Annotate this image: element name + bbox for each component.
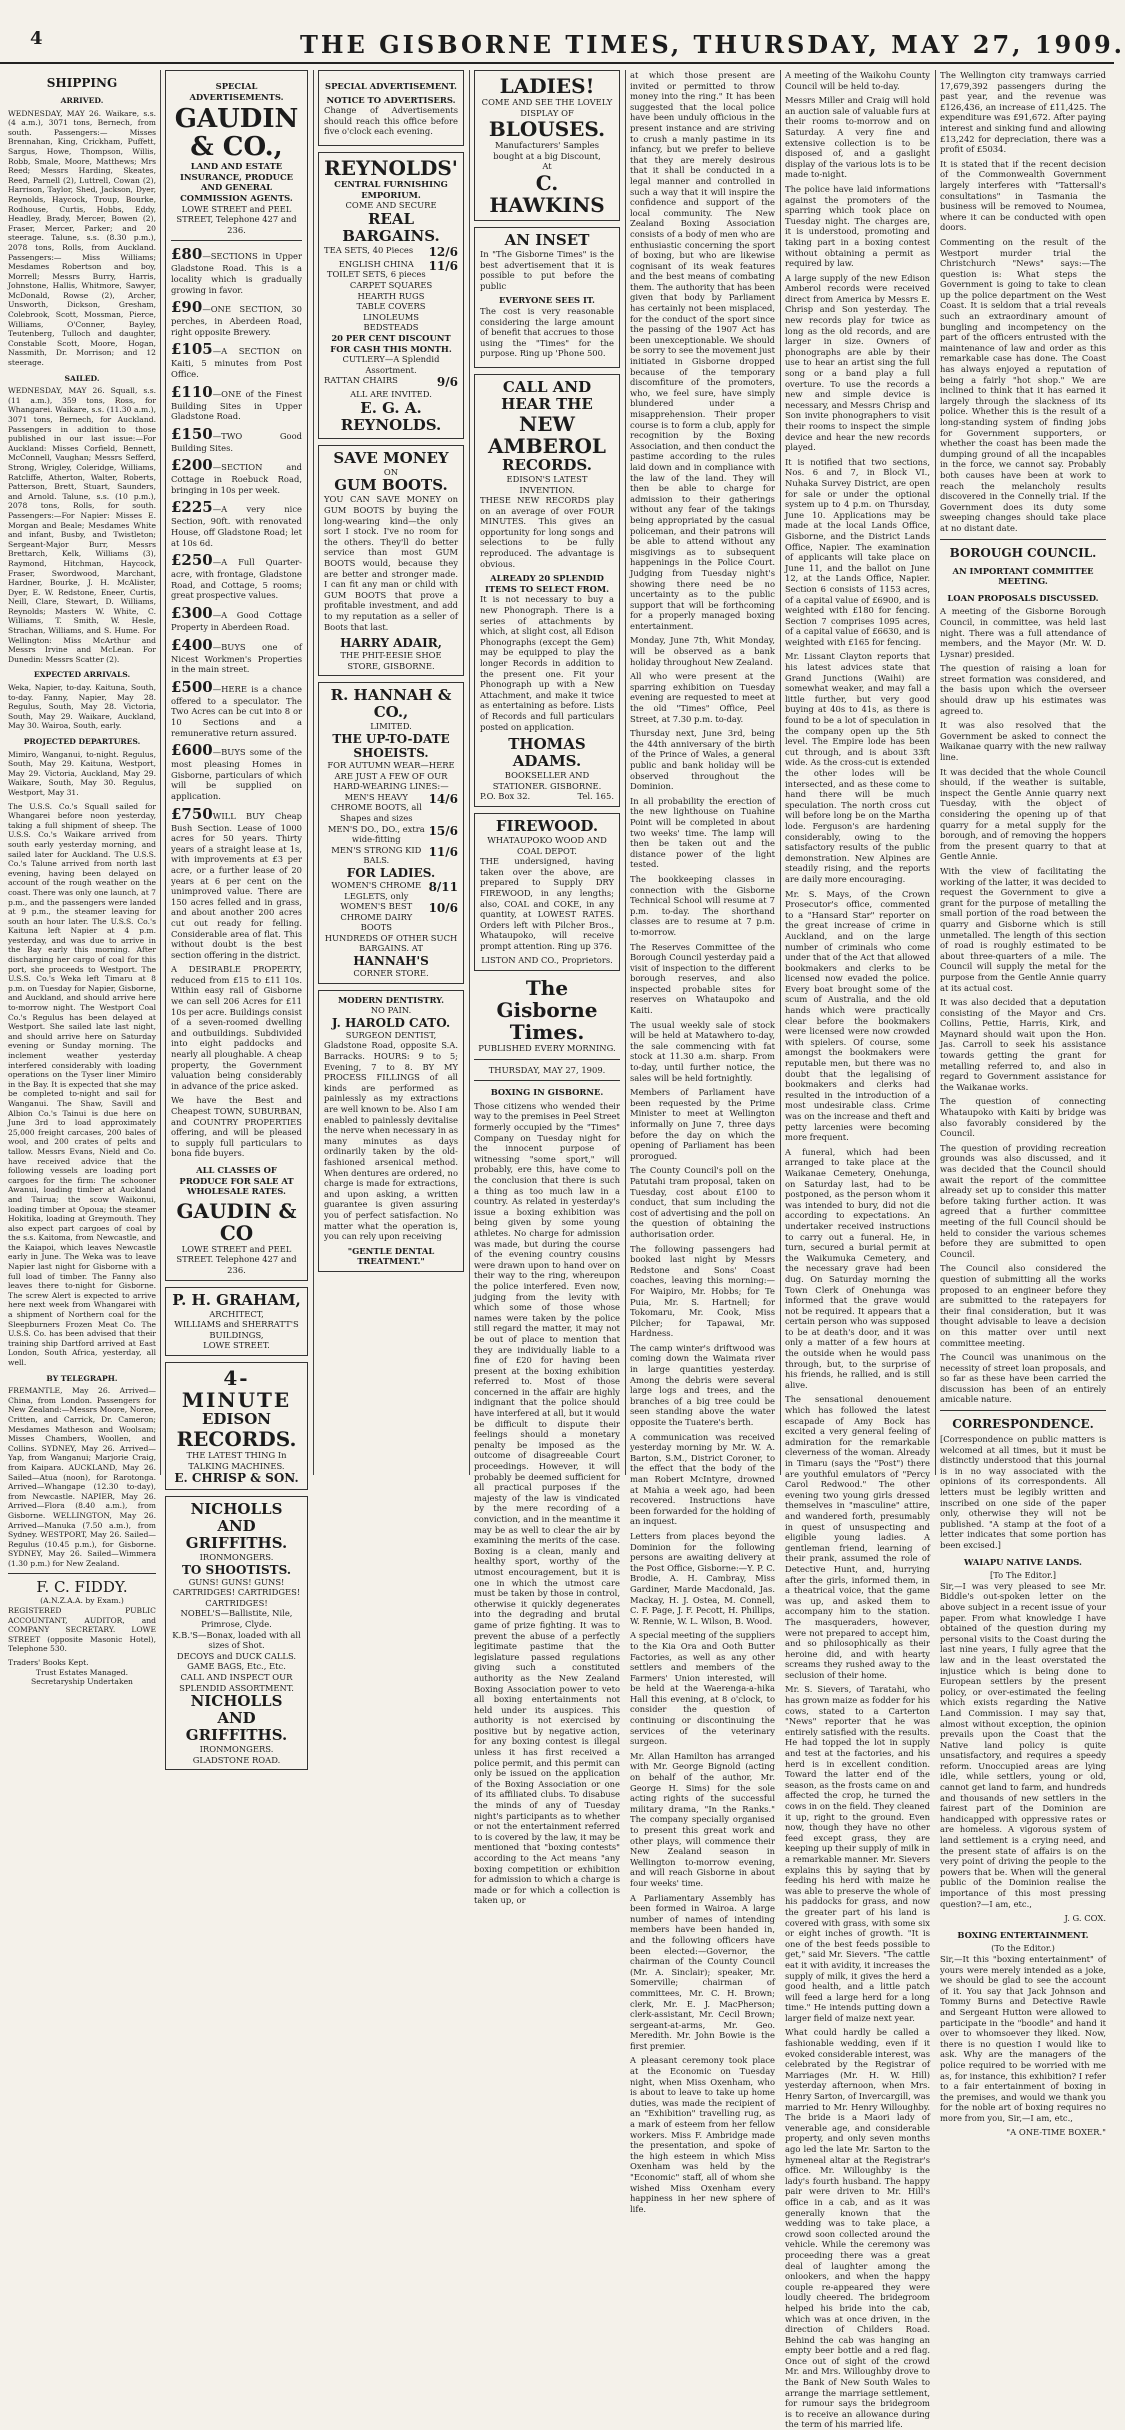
hawkins: C. HAWKINS — [489, 170, 605, 217]
news-item: The bookkeeping classes in connection with the Gisborne Technical School will resume at 7 p.m. to-day. The shorthand classes are to resume at 7 p.m. to-morrow. — [630, 873, 775, 937]
gaudin-name: GAUDIN & CO., — [174, 104, 299, 163]
fiddy-text: REGISTERED PUBLIC ACCOUNTANT, AUDITOR, and COMPANY SECRETARY. LOWE STREET (opposite Masonic Hotel), Telephone 530. — [8, 1606, 156, 1654]
notice-text: Change of Advertisements should reach this office before five o'clock each evening. — [324, 105, 458, 137]
borough-sub: AN IMPORTANT COMMITTEE MEETING. — [952, 565, 1094, 587]
no-pain: NO PAIN. — [370, 1005, 412, 1016]
inset-heading: AN INSET — [504, 230, 590, 249]
listing: £150—TWO Good Building Sites. — [171, 424, 302, 453]
council-item: It was also resolved that the Government be asked to connect the Waikanae quarry with the new railway line. — [940, 720, 1106, 763]
column-editorial — [474, 70, 621, 1906]
graham-line: ARCHITECT, — [209, 1308, 264, 1319]
fiddy-line: Traders' Books Kept. — [8, 1658, 89, 1668]
listing: £80—SECTIONS in Upper Gladstone Road. This is a locality which is gradually growing in favor. — [171, 245, 302, 295]
cartridges: CARTRIDGES! CARTRIDGES! CARTRIDGES! — [172, 1587, 301, 1608]
game-bags: GAME BAGS, Etc., Etc. — [187, 1661, 286, 1672]
firewood: FIREWOOD. — [495, 816, 599, 835]
fiddy-name: F. C. FIDDY. — [36, 1578, 128, 1597]
column-rule — [160, 70, 161, 1475]
shipping-heading: SHIPPING — [46, 76, 118, 90]
column-rule — [625, 70, 626, 1475]
adams-box: P.O. Box 32. — [480, 791, 531, 802]
to-editor: [To The Editor.] — [989, 1570, 1057, 1581]
column-rule — [313, 70, 314, 1475]
shooters-heading: TO SHOOTISTS. — [181, 1562, 292, 1577]
fiddy-sub: (A.N.Z.A.A. by Exam.) — [40, 1596, 124, 1606]
gentle-treatment: "GENTLE DENTAL TREATMENT." — [347, 1245, 435, 1267]
gaudin-address: LOWE STREET and PEEL STREET, Telephone 427 and 236. — [176, 203, 297, 235]
borough-heading: BOROUGH COUNCIL. — [949, 545, 1097, 560]
divider — [8, 1573, 156, 1574]
news-item: Messrs Miller and Craig will hold an auction sale of valuable furs at their rooms to-morrow and on Saturday. A very fine and extensive collection is to be disposed of, and a gaslight display of the various lots is to be made to-night. — [785, 95, 930, 180]
special-heading: SPECIAL ADVERTISEMENTS. — [189, 81, 284, 102]
call-hear: CALL AND HEAR THE — [501, 377, 593, 413]
column-shipping — [8, 70, 156, 1687]
council-item: It was decided that the whole Council should, if the weather is suitable, inspect the Gentle Annie quarry next Tuesday, with the object of considering the opening up of that quarry for a metal supply for the borough, and of removing the hoppers from the present quarry to that at Gentle Annie. — [940, 766, 1106, 862]
discount: 20 PER CENT DISCOUNT FOR CASH THIS MONTH. — [330, 332, 452, 354]
news-item: Members of Parliament have been requested by the Prime Minister to meet at Wellington informally on June 7, three days before the day on which the opening of Parliament has been prorogued. — [630, 1087, 775, 1161]
column-reynolds — [318, 70, 464, 1475]
listing: £110—ONE of the Finest Building Sites in Upper Gladstone Road. — [171, 382, 302, 422]
price-row: MEN'S DO., DO., extra wide-fitting 15/6 — [327, 823, 458, 845]
gum-boots: GUM BOOTS. — [334, 476, 448, 495]
adams-name: THOMAS ADAMS. — [508, 735, 586, 771]
expected-text: Weka, Napier, to-day. Kaituna, South, to-day. Fanny, Napier, May 28. Regulus, South, May 28. Victoria, South, May 29. Waikare, Auckland, May 30. Wairoa, South, early. — [8, 683, 156, 731]
expected-heading: EXPECTED ARRIVALS. — [33, 670, 131, 680]
cato-text: Gladstone Road, opposite S.A. Barracks. HOURS: 9 to 5; Evening, 7 to 8. BY MY PROCESS FILLINGS of all kinds are performed as painlessly as my extractions are well known to be. Also I am enabled to painlessly devitalise the nerve when necessary in as many minutes as days ordinarily taken by the old-fashioned arsenical method. When dentures are ordered, no charge is made for extractions, and upon asking, a written guarantee is given assuring you of perfect satisfaction. No matter what the operation is, you can rely upon receiving — [324, 1040, 458, 1242]
council-item: The question of connecting Whataupoko with Kaiti by bridge was also favorably considered by the Council. — [940, 1096, 1106, 1139]
council-item: With the view of facilitating the working of the latter, it was decided to request the Government to give a grant for the purpose of metalling the small portion of the road between the quarry and Gisborne which is still unmetalled. The length of this section of road is roughly estimated to be about three-quarters of a mile. The Council will supply the metal for the purpose from the Gentle Annie quarry at its actual cost. — [940, 865, 1106, 993]
published: PUBLISHED EVERY MORNING. — [478, 1043, 616, 1054]
news-item: All who were present at the sparring exhibition on Tuesday evening are requested to meet at the old "Times" Office, Peel Street, at 7.30 p.m. to-day. — [630, 671, 775, 724]
shipping-news: The U.S.S. Co.'s Squall sailed for Whangarei before noon yesterday, taking a full shipment of sheep. The U.S.S. Co.'s Waikare arrived from south early yesterday morning, and sailed later for Auckland. The U.S.S. Co.'s Talune arrived from north last evening, having been delayed on account of the rough weather on the coast. There was only one launch, at 7 p.m., and the passengers were landed at 9 p.m., the steamer leaving for south an hour later. The U.S.S. Co.'s Kaituna left Napier at 4 p.m. yesterday, and was due to arrive in the Bay early this morning. After discharging her cargo of coal for this port, she proceeds to Westport. The U.S.S. Co.'s Weka left Timaru at 8 p.m. on Tuesday for Napier, Gisborne, and Auckland, and should arrive here to-morrow night. The Westport Coal Co.'s Regulus has been delayed at Westport. She sailed late last night, and should arrive here on Saturday evening or Sunday morning. The inclement weather yesterday interfered considerably with loading operations on the Tyser liner Mimiro in the Bay. It is expected that she may be completed to-night and sail for Wanganui. The Shaw, Savill and Albion Co.'s Tainui is due here on June 3rd to load approximately 25,000 freight carcases, 200 bales of wool, and 200 crates of pelts and tallow. Messrs Evans, Nield and Co. have received advice that the following vessels are loading port cargoes for the firm: The schooner Awanui, loading timber at Auckland and Tairua; the scow Waikonui, loading timber at Opoua; the steamer Hokitika, loading at Greymouth. They also expect part cargoes of coal by the s.s. Kaitoma, from Newcastle, and the Kaiapoi, which leaves Newcastle early in June. The Weka was to leave Napier last night for Gisborne with a full load of timber. The Fanny also leaves there to-night for Gisborne. The screw Alert is expected to arrive here next week from Whangarei with a shipment of Northern coal for the Sleepburners Frozen Meat Co. The U.S.S. Co. has been advised that their training ship Dartford arrived at East London, South Africa, yesterday, all well. — [8, 801, 156, 1367]
council-item: The Council also considered the question of submitting all the works proposed to an engineer before they are submitted to the ratepayers for their final consideration, but it was thought advisable to leave a decision on this matter over until next committee meeting. — [940, 1263, 1106, 1348]
news-item: The following passengers had booked last night by Messrs Redstone and Sons' Coast coaches, leaving this morning:— For Waipiro, Mr. Hobbs; for Te Puia, Mr. S. Hartnell; for Tokomaru, Mr. Cook, Miss Pilcher; for Tapawai, Mr. Hardness. — [630, 1243, 775, 1339]
news-item: It is notified that two sections, Nos. 6 and 7, in Block VI., Nuhaka Survey District, are open for sale or under the optional system up to 4 p.m. on Thursday, June 10. Applications may be made at the local Lands Office, Gisborne, and the District Lands Office, Napier. The examination of applicants will take place on June 11, and the ballot on June 12, at the Lands Office, Napier. Section 6 consists of 1153 acres, of a capital value of £6900, and is weighted with £180 for fencing. Section 7 comprises 1095 acres, of a capital value of £6630, and is weighted with £165 for fencing. — [785, 456, 930, 647]
ironmongers: IRONMONGERS. — [199, 1552, 274, 1563]
masthead — [0, 0, 1125, 64]
hannah-name: R. HANNAH & CO., — [330, 686, 452, 722]
emporium: CENTRAL FURNISHING EMPORIUM. — [334, 178, 448, 200]
corner-store: CORNER STORE. — [353, 968, 429, 979]
listing: £750WILL BUY Cheap Bush Section. Lease of 1000 acres for 50 years. Thirty years of a straight lease at 1s, with improvements at £3 per acre, or a further lease of 20 years at 6 per cent on the unimproved value. There are 150 acres felled and in grass, and about another 200 acres cut out ready for felling. Considerable area of flat. This without doubt is the best section offering in the district. — [171, 804, 302, 960]
council-item: A meeting of the Gisborne Borough Council, in committee, was held last night. There was a full attendance of members, and the Mayor (Mr. W. D. Lysnar) presided. — [940, 606, 1106, 659]
news-item: Letters from places beyond the Dominion for the following persons are awaiting delivery at the Post Office, Gisborne:—Y. P. C. Brodie, A. H. Cambray, Miss Gardiner, Marde Macdonald, Jas. Mackay, H. J. Ostea, M. Connell, C. F. Page, J. F. Pecott, H. Phillips, W. Rennie, W. L. Wilson, B. Wood. — [630, 1530, 775, 1626]
fiddy-line: Secretaryship Undertaken — [31, 1677, 133, 1687]
departures-text: Mimiro, Wanganui, to-night. Regulus, South, May 29. Kaituna, Westport, May 29. Victoria, Auckland, May 29. Waikare, South, May 30. Regulus, Westport, May 31. — [8, 749, 156, 797]
limited: LIMITED. — [370, 721, 412, 732]
listing: £105—A SECTION on Kaiti, 5 minutes from Post Office. — [171, 340, 302, 379]
listing: £250—A Full Quarter-acre, with frontage, Gladstone Road, and Cottage, 5 rooms; great prospective values. — [171, 551, 302, 601]
for-ladies: FOR LADIES. — [346, 865, 436, 880]
call-inspect: CALL AND INSPECT OUR SPLENDID ASSORTMENT. — [179, 1672, 294, 1693]
news-item: A funeral, which had been arranged to take place at the Waikanae Cemetery, Onehunga, on Saturday last, had to be postponed, as the person whom it was intended to bury, did not die according to expectations. An undertaker received instructions to carry out a funeral. He, in turn, secured a burial permit at the Waikumuka Cemetery, and the necessary grave had been dug. On Saturday morning the Town Clerk of Onehunga was informed that the grave would not be required. It appears that a certain person who was supposed to be at death's door, and it was only a matter of a few hours at the outside when he would pass through, but, to the surprise of his friends, he rallied, and is still alive. — [785, 1146, 930, 1390]
news-item: The County Council's poll on the Patutahi tram proposal, taken on Tuesday, cost about £100 to conduct, that sum including the cost of advertising and the poll on the question of obtaining the authorisation order. — [630, 1165, 775, 1239]
nicholls-name: NICHOLLS AND GRIFFITHS. — [185, 1500, 288, 1553]
news-item: A special meeting of the suppliers to the Kia Ora and Ooth Butter Factories, as well as any other settlers and members of the Farmers' Union interested, will be held at the Waerenga-a-hika Hall this evening, at 8 o'clock, to consider the question of continuing or discontinuing the services of the veterinary surgeon. — [630, 1630, 775, 1747]
loan-heading: LOAN PROPOSALS DISCUSSED. — [947, 592, 1099, 603]
whataupoko: WHATAUPOKO WOOD AND COAL DEPOT. — [487, 834, 607, 856]
arrived-text: WEDNESDAY, MAY 26. Waikare, s.s. (4 a.m.), 3071 tons, Bernech, from south. Passengers:— Misses Brennahan, King, Crickham, Puffett, Sargus, Howe, Thompson, Willis, Robb, Smale, Moore, Matthews; Mrs Reed; Messrs Harding, Skeates, Reed, Parnell (2), Luttrell, Cowan (2), Harrison, Taylor, Shed, Jackson, Dyer, Reynolds, Haycock, Troup, Bourke, Rodhouse, Curtis, Hobbs, Eddy, Headley, Brady, Mercer, Bowen (2), Fraser, Mercer, Parker; and 20 steerage. Talune, s.s. (8.30 p.m.), 2078 tons, Rolls, from Auckland. Passengers:— Miss Williams; Mesdames Robertson and boy, Morrell; Messrs Burry, Harris, Johnstone, Hallis, Whitmore, Sawyer, McDonald, Rowse (2), Archer, Unsworth, Dickson, Gresham, Colebrook, Scott, Mossman, Pierce, Williams, O'Conner, Bayley, Teutenberg, Tulloch and daughter, Constable Scott, Moore, Hogan, Nassmith, Dr. Morrison; and 12 steerage. — [8, 108, 156, 368]
cato-sub: SURGEON DENTIST, — [345, 1029, 437, 1040]
news-item: A communication was received yesterday morning by Mr. W. A. Barton, S.M., District Coroner, to the effect that the body of the man Robert McIntyre, drowned at Mahia a week ago, had been recovered. Instructions have been forwarded for the holding of an inquest. — [630, 1431, 775, 1527]
listing: £600—BUYS some of the most pleasing Homes in Gisborne, particulars of which will be supplied on application. — [171, 741, 302, 801]
reynolds-name: REYNOLDS' — [324, 155, 458, 180]
news-item: Thursday next, June 3rd, being the 44th anniversary of the birth of the Prince of Wales, a general public and bank holiday will be observed throughout the Dominion. — [630, 728, 775, 792]
gaudin-address-2: LOWE STREET and PEEL STREET. Telephone 427 and 236. — [176, 1243, 297, 1275]
gaudin-name-2: GAUDIN & CO — [176, 1198, 297, 1245]
arrived-heading: ARRIVED. — [60, 96, 104, 105]
price-row: MEN'S STRONG KID BALS. 11/6 — [331, 844, 458, 866]
council-item: The Council was unanimous on the necessity of street loan proposals, and so far as these have been carried the discussion has been of an entirely amicable nature. — [940, 1352, 1106, 1405]
chrisp-name: E. CHRISP & SON. — [174, 1471, 299, 1486]
harry-sub: THE PHIT-EESIE SHOE STORE, GISBORNE. — [340, 650, 442, 671]
news-item: Commenting on the result of the Westport murder trial the Christchurch "News" says:—The question is: What steps the Government is going to take to clean up the police department on the West Coast. It is seldom that a trial reveals such an extraordinary amount of bungling and incompetency on the part of the officers entrusted with the maintenance of law and order as this remarkable case has done. The Coast has always enjoyed a reputation of being a fairly "hot shop." We are inclined to think that it has earned it largely through the slackness of its police. Whether this is the result of a long-standing system of finding jobs for Government supporters, or whether the coast has been made the dumping ground of all the incapables in the force, we cannot say. Probably both causes have been at work to reach the melancholy results discovered in the Connelly trial. If the Government does its duty some sweeping changes should take place at no distant date. — [940, 236, 1106, 533]
harry-adair: HARRY ADAIR, — [340, 636, 442, 651]
news-item: The camp winter's driftwood was coming down the Waimata river in large quantities yesterday. Among the debris were several large logs and trees, and the branches of a big tree could be seen standing above the water opposite the Tuatere's berth. — [630, 1342, 775, 1428]
sailed-heading: SAILED. — [64, 373, 100, 383]
item-row: LINOLEUMS — [362, 311, 420, 322]
nec-text: It is not necessary to buy a new Phonograph. There is a series of attachments by which, at slight cost, all Edison Phonographs (except the Gem) may be equipped to play the longer Records in addition to the present one. Fit your Phonograph up with a New Attachment, and make it twice as entertaining as before. Lists of Records and full particulars posted on application. — [480, 594, 614, 732]
cost-text: The cost is very reasonable considering the large amount of benefit that accrues to those using the "Times" for the purpose. Ring up 'Phone 500. — [480, 305, 614, 359]
guns: GUNS! GUNS! GUNS! — [188, 1576, 285, 1587]
autumn: FOR AUTUMN WEAR—HERE ARE JUST A FEW OF OUR HARD-WEARING LINES:— — [327, 759, 455, 792]
ironmongers-2: IRONMONGERS. — [199, 1744, 274, 1755]
news-item: The usual weekly sale of stock will be held at Matawhero to-day, the sale commencing with fat stock at 11.30 a.m. sharp. From to-day, until further notice, the sales will be held fortnightly. — [630, 1019, 775, 1083]
date-line: THURSDAY, MAY 27, 1909. — [488, 1064, 606, 1075]
correspondence-heading: CORRESPONDENCE. — [952, 1417, 1094, 1432]
to-editor-2: (To the Editor.) — [991, 1943, 1055, 1954]
news-item: A large supply of the new Edison Amberol records were received direct from America by Messrs E. Chrisp and Son yesterday. The new records play for twice as long as the old records, and are larger in size. Owners of phonographs are able by their use to hear an artist sing the full song or a band play a full overture. To use the records a new and simple device is necessary, and Messrs Chrisp and Son invite phonographers to visit their rooms to inspect the simple device and hear the new records played. — [785, 272, 930, 453]
edison-line-3: RECORDS. — [176, 1426, 297, 1451]
graham-line: BUILDINGS, — [209, 1329, 264, 1340]
item-row: BEDSTEADS — [363, 322, 419, 333]
real-bargains: REAL BARGAINS. — [342, 209, 440, 245]
notice-heading: NOTICE TO ADVERTISERS. — [326, 94, 456, 105]
hundreds: HUNDREDS OF OTHER SUCH BARGAINS. AT — [324, 932, 458, 954]
adams-sub: BOOKSELLER AND STATIONER. GISBORNE. — [492, 770, 602, 791]
on: ON — [383, 466, 399, 477]
item-row: CARPET SQUARES — [349, 279, 433, 290]
liston: LISTON AND CO., Proprietors. — [481, 955, 613, 966]
boxing-heading: BOXING IN GISBORNE. — [490, 1087, 604, 1098]
column-rule — [469, 70, 470, 1475]
boxing-text: Those citizens who wended their way to the premises in Peel Street formerly occupied by the "Times" Company on Tuesday night for the innocent purpose of witnessing "some sport," will probably, ere this, have come to the conclusion that there is such a thing as too much law in a country. As related in yesterday's issue a boxing exhibition was being given by some young athletes. No charge for admission was made, but during the course of the evening country cousins were drawn upon to hand over on their way to the ring, whereupon the police interfered. Even now, judging from the levity with which some of those whose names were taken by the police still regard the matter, it may not be out of place to mention that they are individually liable to a fine of £20 for having been present at the boxing exhibition referred to. Most of those concerned in the affair are highly indignant that the police should have interfered at all, but it would be difficult to dispute their feelings should a monetary penalty be imposed as the outcome of disagreeable Court proceedings. However, it will probably be deemed sufficient for all practical purposes if the majesty of the law is vindicated by the mere recording of a conviction, and in the meantime it may be as well to clear the air by examining the merits of the case. Boxing is a clean, manly and healthy sport, worthy of the utmost encouragement, but it is one in which the utmost care must be taken by those in control, otherwise it quickly degenerates into the degrading and brutal game of prize fighting. It was to prevent the abuse of a perfectly legitimate pastime that the legislature passed regulations giving such a constituted authority as the New Zealand Boxing Association power to veto all boxing entertainments not held under its auspices. This authority is not exercised by positive but by negative action, for any boxing contest is illegal unless it has first received a police permit, and this permit can only be issued on the application of the Boxing Association or one of its affiliated clubs. To disabuse the minds of any of Tuesday night's participants as to whether or not the entertainment referred to is covered by the law, it may be mentioned that "boxing contests" according to the Act means "any boxing competition or exhibition for admission to which a charge is made or for which a collection is taken up, or — [474, 1100, 621, 1906]
waiapu-sign: J. G. COX. — [1064, 1913, 1106, 1924]
column-rule — [935, 70, 936, 1475]
page-number: 4 — [30, 28, 43, 49]
item-row: HEARTH RUGS — [357, 290, 425, 301]
we-have: We have the Best and Cheapest TOWN, SUBURBAN, and COUNTRY PROPERTIES offering, and will be pleased to supply full particulars to bona fide buyers. — [171, 1095, 302, 1159]
price-row: WOMEN'S BEST CHROME DAIRY BOOTS 10/6 — [340, 901, 458, 933]
at: At — [542, 161, 552, 172]
price-row: WOMEN'S CHROME LEGLETS, only 8/11 — [331, 879, 458, 901]
column-rule — [780, 70, 781, 1475]
invited: ALL ARE INVITED. — [350, 389, 432, 400]
column-news — [630, 70, 776, 2214]
egar-name: E. G. A. REYNOLDS. — [340, 398, 442, 434]
new: NEW — [519, 411, 575, 436]
news-item: Mr. S. Mays, of the Crown Prosecutor's office, commented to a "Hansard Star" reporter on the great increase of crime in Auckland, and on the large number of criminals who come under that of the Act that allowed bookmakers and clerks to be licensed now evaded the police. Every boat brought some of the scum of Australia, and the old hands which were practically clear before the bookmakers were licensed were now crowded with spielers. Of course, some amongst the bookmakers were reputable men, but there was no doubt that the legalising of bookmakers and clerks had resulted in the introduction of a most undesirable class. Crime was on the increase and theft and petty larcenies were becoming more frequent. — [785, 888, 930, 1143]
item-row: TABLE COVERS — [356, 301, 426, 312]
departures-heading: PROJECTED DEPARTURES. — [23, 737, 141, 746]
council-item: The question of raising a loan for street formation was considered, and the basis upon which the overseer should draw up his estimates was agreed to. — [940, 663, 1106, 716]
graham-name: P. H. GRAHAM, — [172, 1290, 301, 1309]
news-item: A pleasant ceremony took place at the Economic on Tuesday night, when Miss Oxenham, who is about to leave to take up home duties, was made the recipient of an "Exhibition" travelling rug, as a mark of esteem from her fellow workers. Miss F. Ambridge made the presentation, and spoke of the high esteem in which Miss Oxenham was held by the "Economic" staff, all of whom she wished Miss Oxenham every happiness in her new sphere of life. — [630, 2055, 775, 2214]
kbs: K.B.'S—Bonax, loaded with all sizes of Shot. — [172, 1629, 301, 1651]
listing: £400—BUYS one of Nicest Workmen's Properties in the main street. — [171, 635, 302, 675]
item-row: TEA SETS, 40 Pieces 12/6 — [324, 244, 458, 259]
column-gaudin — [165, 70, 308, 1765]
council-item: It was also decided that a deputation consisting of the Mayor and Crs. Collins, Pettie, Harris, Kirk, and Maynard should wait upon the Hon. Jas. Carroll to seek his assistance towards getting the grant for metalling referred to, and also in regard to Government assistance for the Waikanae works. — [940, 997, 1106, 1092]
news-item: The police have laid informations against the promoters of the sparring which took place on Tuesday night. The charges are, it is understood, promoting and taking part in a boxing contest without obtaining a permit as required by law. — [785, 183, 930, 269]
adams-tel: Tel. 165. — [577, 791, 614, 802]
boxing-sign: "A ONE-TIME BOXER." — [1006, 2127, 1106, 2138]
column-council — [940, 70, 1106, 2138]
amberol: AMBEROL — [488, 433, 606, 458]
telegraph-heading: BY TELEGRAPH. — [46, 1373, 118, 1383]
news-item: Mr. Lissant Clayton reports that his latest advices state that Grand Junctions (Waihi) are somewhat weaker, and may fall a little further, but very good buying at 40s to 41s, as there is found to be a lot of speculation in the company open up the 5th level. The Empire lode has been cut through, and is about 33ft wide. As the cross-cut is extended the other lodes will be intersected, and as these come to hand there will be much speculation. The north cross cut will before long be on the Martha lode. Ferguson's are hardening considerably, owing to the satisfactory results of the public demonstration. New Alpines are steadily rising, and the reports are daily more encouraging. — [785, 651, 930, 884]
edison-line-1: 4-MINUTE — [181, 1365, 292, 1412]
decoys: DECOYS and DUCK CALLS. — [176, 1650, 297, 1661]
graham-line: LOWE STREET. — [203, 1340, 270, 1351]
council-item: The question of providing recreation grounds was also discussed, and it was decided that the Council should await the report of the committee already set up to consider this matter before taking further action. It was agreed that a further committee meeting of the full Council should be held to consider the various schemes before they are submitted to open Council. — [940, 1142, 1106, 1259]
listing: £500—HERE is a chance offered to a speculator. The Two Acres can be cut into 8 or 10 Sections and a remunerative return assured. — [171, 677, 302, 738]
hannahs: HANNAH'S — [353, 954, 429, 969]
gum-text: YOU CAN SAVE MONEY on GUM BOOTS by buying the long-wearing kind—the only sort I stock. I've no room for the others. They'll do better service than most GUM BOOTS would, because they are better and stronger made. I can fit any man or child with GUM BOOTS that prove a profitable investment, and add to my reputation as a seller of Boots that last. — [324, 494, 458, 632]
special-heading: SPECIAL ADVERTISEMENT. — [325, 81, 457, 91]
nobel: NOBEL'S—Ballistite, Nile, Primrose, Clyde. — [180, 1608, 293, 1630]
news-item: In all probability the erection of the new lighthouse on Tuahine Point will be completed in about two weeks' time. The lamp will then be taken out and the distance power of the light tested. — [630, 795, 775, 870]
listing: £225—A very nice Section, 90ft. with renovated House, off Gladstone Road; let at 10s 6d. — [171, 498, 302, 548]
edison-line-4: THE LATEST THING In TALKING MACHINES. — [186, 1449, 287, 1471]
come-secure: COME AND SECURE — [345, 200, 437, 211]
boxing-letter: Sir,—It this "boxing entertainment" of yours were merely intended as a joke, we should be glad to see the account of it. You say that Jack Johnson and Tommy Burns and Detective Rawle and Sergeant Hutton were allowed to participate in the "boodle" and hand it over to whomsoever they liked. Now, there is no question I would like to ask. Why are the managers of the police required to be worried with me as, for instance, this exhibition? I refer to a fair entertainment of boxing in the premises, and would we thank you for the noble art of boxing requires no more from you, Sir,—I am, etc., — [940, 1953, 1106, 2123]
gladstone-road: GLADSTONE ROAD. — [192, 1754, 281, 1765]
firewood-text: THE undersigned, having taken over the above, are prepared to Supply DRY FIREWOOD, in any lengths; also, COAL and COKE, in any quantity, at LOWEST RATES. Orders left with Pilcher Bros., Whataupoko, will receive prompt attention. Ring up 376. — [480, 856, 614, 951]
cutlery: CUTLERY—A Splendid Assortment. — [342, 354, 440, 375]
times-title: The Gisborne Times. — [496, 976, 598, 1045]
news-item: The Reserves Committee of the Borough Council yesterday paid a visit of inspection to the different borough reserves, and also inspected probable sites for reserves on Whataupoko and Kaiti. — [630, 941, 775, 1016]
edison-line-2: EDISON — [201, 1409, 272, 1428]
news-item: It is stated that if the recent decision of the Commonwealth Government largely interferes with "Tattersall's consultations" in Tasmania the business will be removed to Noumea, where it can be conducted with open doors. — [940, 158, 1106, 233]
these-text: THESE NEW RECORDS play on an average of over FOUR MINUTES. This gives an opportunity for long songs and selections to be fully reproduced. The advantage is obvious. — [480, 495, 614, 569]
dentistry: MODERN DENTISTRY. — [338, 994, 444, 1005]
everyone: EVERYONE SEES IT. — [499, 295, 595, 306]
inset-text: In "The Gisborne Times" is the best advertisement that it is possible to put before the public — [480, 248, 614, 291]
price-row: MEN'S HEAVY CHROME BOOTS, all Shapes and sizes 14/6 — [330, 791, 458, 823]
waiapu-heading: WAIAPU NATIVE LANDS. — [964, 1556, 1082, 1567]
news-item: Mr. Allan Hamilton has arranged with Mr. George Bignold (acting on behalf of the author, Mr. George H. Sims) for the sole acting rights of the successful military drama, "In the Ranks." The company specially organised to present this great work and other plays, will commence their New Zealand season in Wellington to-morrow evening, and will reach Gisborne in about four weeks' time. — [630, 1750, 775, 1888]
boxing-continued: at which those present are invited or permitted to throw money into the ring." It has been suggested that the local police have been unduly officious in the present instance and are striving to crush a manly pastime in its infancy, but we prefer to believe that they are merely desirous that it shall be conducted in a legal manner and controlled in such a way that it will inspire the confidence and support of the local community. The New Zealand Boxing Association consists of a body of men who are enthusiastic concerning the sport of boxing, but who are likewise cognisant of its weak features and the best means of combating them. The authority that has been given that body by Parliament has certainly not been misplaced, for the conduct of the sport since the passing of the 1907 Act has been unexceptionable. We should be sorry to see the movement just initiated in Gisborne dropped because of the temporary discomfiture of the promoters, who, we feel sure, have simply blundered under a misapprehension. Their proper course is to form a club, apply for recognition by the Boxing Association, and then conduct the pastime according to the rules laid down and in compliance with the law of the land. They will then be able to charge for admission to their gatherings without any fear of the takings being appropriated by the casual policeman, and their patrons will be able to attend without any misgivings as to subsequent happenings in the Police Court. Judging from Tuesday night's showing there need be no uncertainty as to the public support that will be forthcoming for a properly managed boxing entertainment. — [630, 70, 776, 631]
news-item: What could hardly be called a fashionable wedding, even if it evoked considerable interest, was celebrated by the Registrar of Marriages (Mr. H. W. Hill) yesterday afternoon, when Mrs. Henry Sarton, of Invercargill, was married to Mr. Henry Willoughby. The bride is a Maori lady of venerable age, and considerable property, and only seven months ago led the late Mr. Sarton to the hymeneal altar at the Registrar's office. Mr. Willoughby is the lady's fourth husband. The happy pair were driven to Mr. Hill's office in a cab, and as it was generally known that the wedding was to take place, a crowd soon collected around the vehicle. While the ceremony was proceeding there was a great deal of laughter among the onlookers, and when the happy couple re-appeared they were loudly cheered. The bridegroom helped his bride into the cab, which was at once driven, in the direction of Childers Road. Behind the cab was hanging an empty beer bottle and a red flag. Once out of sight of the crowd Mr. and Mrs. Willoughby drove to the Bank of New South Wales to arrange the marriage settlement, for rumour says the bridegroom is to receive an allowance during the term of his married life. — [785, 2027, 930, 2430]
listing: £200—SECTION and Cottage in Roebuck Road, bringing in 10s per week. — [171, 456, 302, 495]
graham-line: WILLIAMS and SHERRATT'S — [174, 1319, 299, 1330]
nicholls-name-2: NICHOLLS AND GRIFFITHS. — [185, 1692, 288, 1745]
correspondence-note: [Correspondence on public matters is welcomed at all times, but it must be distinctly understood that this journal is in no way associated with the opinions of its correspondents. All letters must be legibly written and inscribed on one side of the paper only, otherwise they will not be published. "A stamp at the foot of a letter indicates that some portion has been excised.] — [940, 1434, 1106, 1550]
page-title: THE GISBORNE TIMES, THURSDAY, MAY 27, 1909. — [300, 30, 1125, 59]
already: ALREADY 20 SPLENDID ITEMS TO SELECT FROM. — [484, 573, 610, 594]
rattan-row: RATTAN CHAIRS 9/6 — [324, 375, 458, 390]
fiddy-line: Trust Estates Managed. — [35, 1667, 129, 1677]
save-money: SAVE MONEY — [333, 448, 449, 467]
item-row: ENGLISH CHINA TOILET SETS, 6 pieces 11/6 — [326, 258, 458, 280]
news-item: The sensational denouement which has followed the latest escapade of Amy Bock has excited a very general feeling of admiration for the remarkable cleverness of the woman. Already in Timaru (says the "Post") there are youthful emulators of "Percy Carol Redwood." The other evening two young girls dressed themselves in "masculine" attire, and wandered forth, presumably in quest of unsuspecting and eligible young ladies. A gentleman friend, learning of their prank, assumed the role of Detective Hunt, and, hurrying after the girls, informed them, in a theatrical voice, that the game was up, and asked them to accompany him to the station. The masqueraders, however, were not prepared to accept him, and so philosophically as their heroine did, and with hearty screams they rushed away to the seclusion of their home. — [785, 1394, 930, 1680]
ladies-heading: LADIES! — [499, 74, 595, 98]
come-see: COME AND SEE THE LOVELY DISPLAY OF — [481, 97, 613, 118]
news-item: Mr. S. Sievers, of Taratahi, who has grown maize as fodder for his cows, stated to a Carterton "News" reporter that he was entirely satisfied with the results. He had topped the lot in supply and test at the factories, and his herd is in excellent condition. Toward the latter end of the season, as the frosts came on and affected the crop, he turned the cows in on the field. They cleaned it up, right to the ground. Even now, though they have no other feed except grass, they are keeping up their supply of milk in a remarkable manner. Mr. Sievers explains this by saying that by feeding his herd with maize he was able to preserve the whole of his paddocks for grass, and now the greater part of his land is covered with grass, with some six or eight inches of growth. "It is one of the best feeds possible to get," said Mr. Sievers. "The cattle eat it with avidity, it increases the supply of milk, it gives the herd a good health, and a little patch will feed a large herd for a long time." He intends putting down a larger field of maize next year. — [785, 1684, 930, 2023]
column-news-2 — [785, 70, 930, 2430]
uptodate: THE UP-TO-DATE SHOEISTS. — [332, 731, 450, 760]
desirable-property: A DESIRABLE PROPERTY, reduced from £15 to £11 10s. Within easy rail of Gisborne we can sell 206 Acres for £11 10s per acre. Buildings consist of a seven-roomed dwelling and outbuildings. Subdivided into eight paddocks and nearly all ploughable. A cheap property, the Government valuation being considerably in advance of the price asked. — [171, 964, 302, 1091]
produce-heading: ALL CLASSES OF PRODUCE FOR SALE AT WHOLESALE RATES. — [179, 1164, 294, 1197]
samples: Manufacturers' Samples bought at a big Discount, — [493, 140, 601, 161]
blouses: BLOUSES. — [488, 117, 606, 142]
records: RECORDS. — [502, 455, 592, 474]
news-item: A meeting of the Waikohu County Council will be held to-day. — [785, 70, 930, 91]
waiapu-text: Sir,—I was very pleased to see Mr. Biddle's out-spoken letter on the above subject in a recent issue of your paper. From what knowledge I have obtained of the question during my personal visits to the Coast during the last nine years, I fully agree that the law and in the least overstated the injustice which is being done to European settlers by the present policy, or over-estimated the feeling which exists regarding the Native Land Commission. I may say that, almost without exception, the opinion prevails upon the Coast that the Native land policy is quite unsatisfactory, and requires a speedy reform. Unoccupied areas are lying idle, while settlers, young or old, cannot get land to farm, and hundreds and thousands of new settlers in the fairest part of the Dominion are handicapped with oppressive rates or are homeless. A vigorous system of land settlement is a crying need, and the present state of affairs is on the very point of driving the people to the powers that be. When will the general public of the Dominion realise the importance of this most pressing question?—I am, etc., — [940, 1580, 1106, 1909]
news-item: Monday, June 7th, Whit Monday, will be observed as a bank holiday throughout New Zealand. — [630, 635, 775, 667]
edison-invention: EDISON'S LATEST INVENTION. — [506, 473, 588, 495]
cato-name: J. HAROLD CATO. — [331, 1015, 451, 1030]
news-item: A Parliamentary Assembly has been formed in Wairoa. A large number of names of intending members have been handed in, and the following officers have been elected:—Governor, the chairman of the County Council (Mr. A. Sinclair); speaker, Mr. Somerville; chairman of committees, Mr. C. H. Brown; clerk, Mr. E. J. MacPherson; clerk-assistant, Mr. Cecil Brown; sergeant-at-arms, Mr. Geo. Meredith. Mr. John Bowie is the first premier. — [630, 1892, 775, 2051]
boxing-ent-heading: BOXING ENTERTAINMENT. — [957, 1929, 1089, 1940]
listing: £90—ONE SECTION, 30 perches, in Aberdeen Road, right opposite Brewery. — [171, 298, 302, 337]
gaudin-sub: LAND AND ESTATE INSURANCE, PRODUCE AND GENERAL COMMISSION AGENTS. — [179, 161, 294, 203]
telegraph-text: FREMANTLE, May 26. Arrived—China, from London. Passengers for New Zealand:—Messrs Moore, Noree, Critten, and Carrick, Dr. Cameron; Mesdames Matheson and Woolsam; Misses Chambers, Woollen, and Collins. SYDNEY, May 26. Arrived—Yap, from Wanganui; Marjorie Craig, from Kaipara. AUCKLAND, May 26. Sailed—Atua (noon), for Rarotonga. Arrived—Whangape (12.30 to-day), from Newcastle. NAPIER, May 26. Arrived—Flora (8.40 a.m.), from Gisborne. WELLINGTON, May 26. Arrived—Manuka (7.50 a.m.), from Sydney. WESTPORT, May 26. Sailed—Regulus (10.45 p.m.), for Gisborne. SYDNEY, May 26. Sailed—Wimmera (1.30 p.m.) for New Zealand. — [8, 1386, 156, 1568]
news-item: The Wellington city tramways carried 17,679,392 passengers during the past year, and the revenue was £126,436, an increase of £11,425. The expenditure was £91,672. After paying interest and sinking fund and allowing £13,242 for depreciation, there was a profit of £5034. — [940, 70, 1106, 155]
listing: £300—A Good Cottage Property in Aberdeen Road. — [171, 604, 302, 633]
sailed-text: WEDNESDAY, MAY 26. Squall, s.s. (11 a.m.), 359 tons, Ross, for Whangarei. Waikare, s.s. (11.30 a.m.), 3071 tons, Bernech, for Auckland. Passengers in addition to those published in our last issue:—For Auckland: Misses Corfield, Bennett, McConnell, Vaughan; Messrs Sefferd, Strong, Wrigley, Coleridge, Williams, Ratcliffe, Atherton, Walter, Roberts, Patterson, Brett, Stuart, Saunders, and Arnold. Talune, s.s. (10 p.m.), 2078 tons, Rolls, for south. Passengers:—For Napier: Misses E. Morgan and Beale; Mesdames White and infant, Busby, and Twistleton; Sergeant-Major Burr, Messrs Brettarch, Kelk, Williams (3), Raymond, Hitchman, Haycock, Fraser, Swordwood, Marchant, Hardner, Bourke, J. H. McAlister, Dyer, E. W. Redstone, Eneer, Curtis, Neill, Clare, Stewart, D. Williams, Reynolds; Masters W. White, C. Williams, T. Smith, W. Hesle, Strachan, Williams, and S. Hume. For Wellington: Miss McArthur and Messrs Irvine and McLean. For Dunedin: Messrs Scatter (2). — [8, 386, 156, 664]
